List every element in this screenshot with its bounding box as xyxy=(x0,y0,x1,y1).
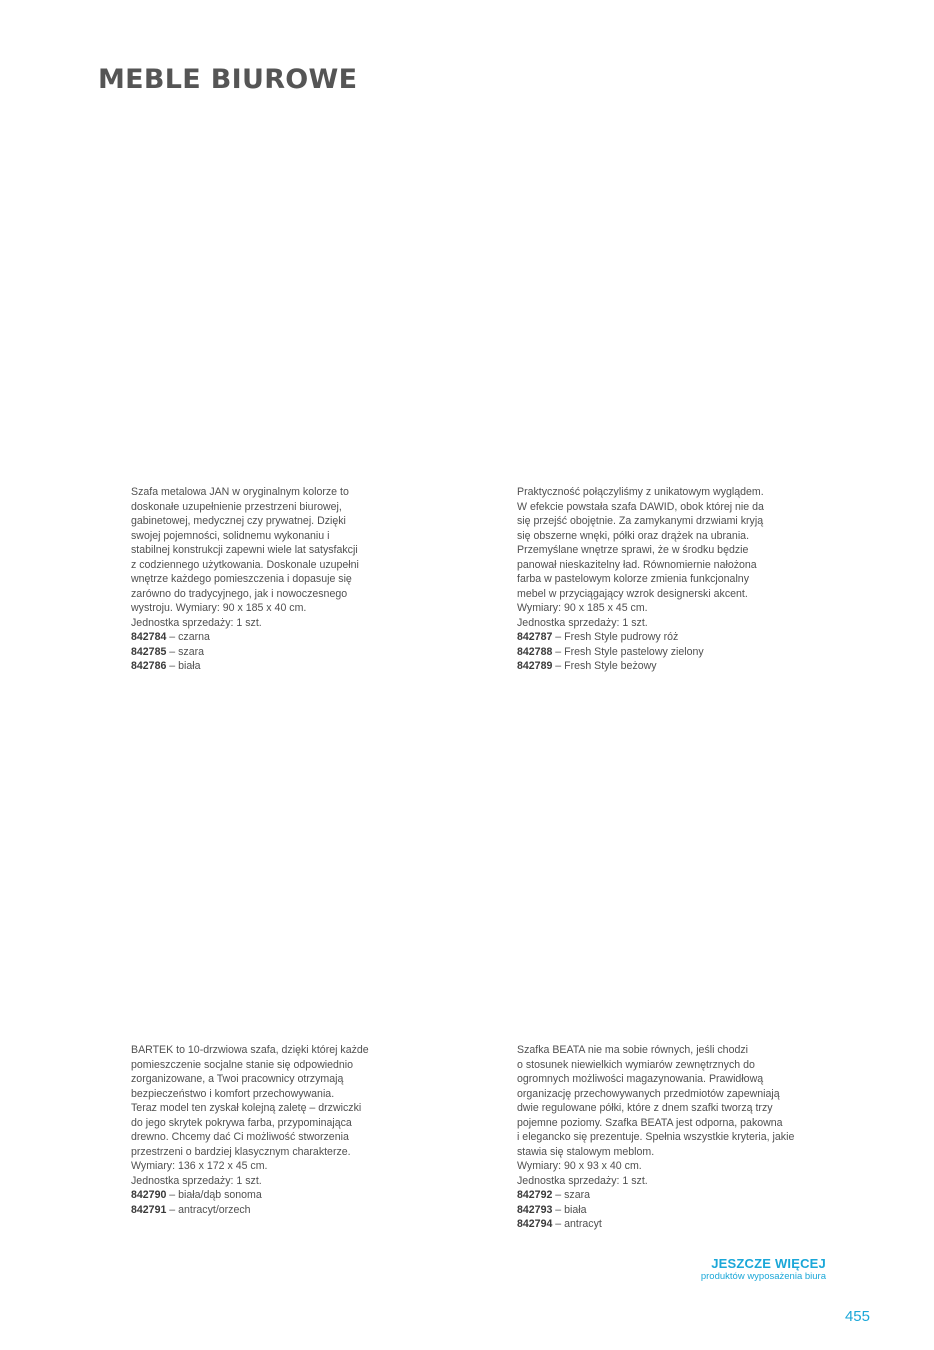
description-line: się obszerne wnęki, półki oraz drążek na ubrania. xyxy=(517,529,750,542)
description-line: Teraz model ten zyskał kolejną zaletę – drzwiczki xyxy=(131,1102,362,1114)
product-variant xyxy=(131,1188,391,1203)
variant-label: – biała/dąb sonoma xyxy=(166,1189,262,1201)
product-variant xyxy=(517,1203,777,1218)
variant-label: – Fresh Style beżowy xyxy=(552,660,657,672)
more-products-link[interactable] xyxy=(701,1256,826,1283)
description-line: ogromnych możliwości magazynowania. Prawidłową xyxy=(517,1073,764,1085)
description-line: o stosunek niewielkich wymiarów zewnętrznych do xyxy=(517,1058,755,1071)
product-variant xyxy=(517,1188,777,1203)
product-variant xyxy=(517,659,777,674)
variant-label: – Fresh Style pudrowy róż xyxy=(552,631,679,643)
product-code: 842784 xyxy=(131,631,167,643)
description-line: Wymiary: 90 x 185 x 45 cm. xyxy=(517,602,648,614)
description-line: dwie regulowane półki, które z dnem szafki tworzą trzy xyxy=(517,1102,773,1114)
product-variant xyxy=(517,645,777,660)
product-code: 842786 xyxy=(131,660,167,672)
product-code: 842790 xyxy=(131,1189,167,1201)
description-line: Jednostka sprzedaży: 1 szt. xyxy=(517,1174,648,1187)
description-line: stawia się stalowym meblom. xyxy=(517,1145,655,1158)
description-line: Przemyślane wnętrze sprawi, że w środku będzie xyxy=(517,544,749,556)
page-number: 455 xyxy=(844,1308,870,1325)
product-code: 842791 xyxy=(131,1203,167,1216)
product-code: 842794 xyxy=(517,1218,553,1230)
description-line: do jego skrytek pokrywa farba, przypominająca xyxy=(131,1116,352,1129)
product-variant xyxy=(131,659,391,674)
variant-label: – szara xyxy=(552,1189,591,1201)
product-code: 842785 xyxy=(131,645,167,658)
description-line: Jednostka sprzedaży: 1 szt. xyxy=(131,616,262,629)
description-line: Praktyczność połączyliśmy z unikatowym wyglądem. xyxy=(517,486,764,498)
description-line: Jednostka sprzedaży: 1 szt. xyxy=(131,1174,262,1187)
product-code: 842793 xyxy=(517,1203,553,1216)
variant-label: – antracyt/orzech xyxy=(166,1203,251,1216)
more-products-title[interactable]: JESZCZE WIĘCEJ xyxy=(711,1256,826,1271)
description-line: zarówno do tradycyjnego, jak i nowoczesnego xyxy=(131,587,348,600)
product-code: 842789 xyxy=(517,660,553,672)
description-line: W efekcie powstała szafa DAWID, obok której nie da xyxy=(517,500,764,513)
description-line: pomieszczenie socjalne stanie się odpowiednio xyxy=(131,1058,354,1071)
variant-label: – biała xyxy=(552,1203,587,1216)
page-title: MEBLE BIUROWE xyxy=(98,64,358,95)
description-line: organizację przechowywanych przedmiotów zapewniają xyxy=(517,1087,780,1100)
description-line: przestrzeni o bardziej klasycznym charakterze. xyxy=(131,1145,351,1158)
description-line: Szafka BEATA nie ma sobie równych, jeśli chodzi xyxy=(517,1044,749,1056)
product-description-bartek xyxy=(131,1043,391,1217)
description-line: Jednostka sprzedaży: 1 szt. xyxy=(517,616,648,629)
description-line: zorganizowane, a Twoi pracownicy otrzymają xyxy=(131,1073,344,1085)
description-line: swojej pojemności, solidnemu wykonaniu i xyxy=(131,529,330,542)
description-line: wystroju. Wymiary: 90 x 185 x 40 cm. xyxy=(131,602,307,614)
product-code: 842788 xyxy=(517,645,553,658)
description-line: gabinetowej, medycznej czy prywatnej. Dzięki xyxy=(131,515,346,527)
variant-label: – szara xyxy=(166,645,205,658)
product-description-jan xyxy=(131,485,391,674)
description-line: Wymiary: 136 x 172 x 45 cm. xyxy=(131,1160,268,1172)
product-code: 842787 xyxy=(517,631,553,643)
description-line: Szafa metalowa JAN w oryginalnym kolorze to xyxy=(131,486,349,498)
variant-label: – Fresh Style pastelowy zielony xyxy=(552,645,704,658)
product-variant xyxy=(131,1203,391,1218)
product-variant xyxy=(131,630,391,645)
description-line: doskonałe uzupełnienie przestrzeni biurowej, xyxy=(131,500,342,513)
product-description-dawid xyxy=(517,485,777,674)
variant-label: – biała xyxy=(166,660,201,672)
description-line: BARTEK to 10-drzwiowa szafa, dzięki której każde xyxy=(131,1044,369,1056)
product-description-beata xyxy=(517,1043,795,1232)
variant-label: – antracyt xyxy=(552,1218,602,1230)
description-line: bezpieczeństwo i komfort przechowywania. xyxy=(131,1087,335,1100)
description-line: Wymiary: 90 x 93 x 40 cm. xyxy=(517,1160,642,1172)
product-variant xyxy=(131,645,391,660)
description-line: z codziennego użytkowania. Doskonale uzupełni xyxy=(131,558,359,571)
description-line: i elegancko się prezentuje. Spełnia wszystkie kryteria, jakie xyxy=(517,1131,795,1143)
more-products-subtitle[interactable]: produktów wyposażenia biura xyxy=(700,1271,826,1282)
description-line: pojemne poziomy. Szafka BEATA jest odporna, pakowna xyxy=(517,1116,783,1129)
description-line: mebel w przyciągający wzrok designerski akcent. xyxy=(517,587,748,600)
description-line: stabilnej konstrukcji zapewni wiele lat satysfakcji xyxy=(131,544,358,556)
description-line: farba w pastelowym kolorze zmienia funkcjonalny xyxy=(517,573,749,585)
description-line: się przejść obojętnie. Za zamykanymi drzwiami kryją xyxy=(517,515,764,527)
product-variant xyxy=(517,630,777,645)
product-code: 842792 xyxy=(517,1189,553,1201)
description-line: wnętrze każdego pomieszczenia i dopasuje się xyxy=(131,573,352,585)
description-line: panował nieskazitelny ład. Równomiernie nałożona xyxy=(517,558,757,571)
product-variant xyxy=(517,1217,777,1232)
variant-label: – czarna xyxy=(166,631,210,643)
description-line: drewno. Chcemy dać Ci możliwość stworzenia xyxy=(131,1131,349,1143)
